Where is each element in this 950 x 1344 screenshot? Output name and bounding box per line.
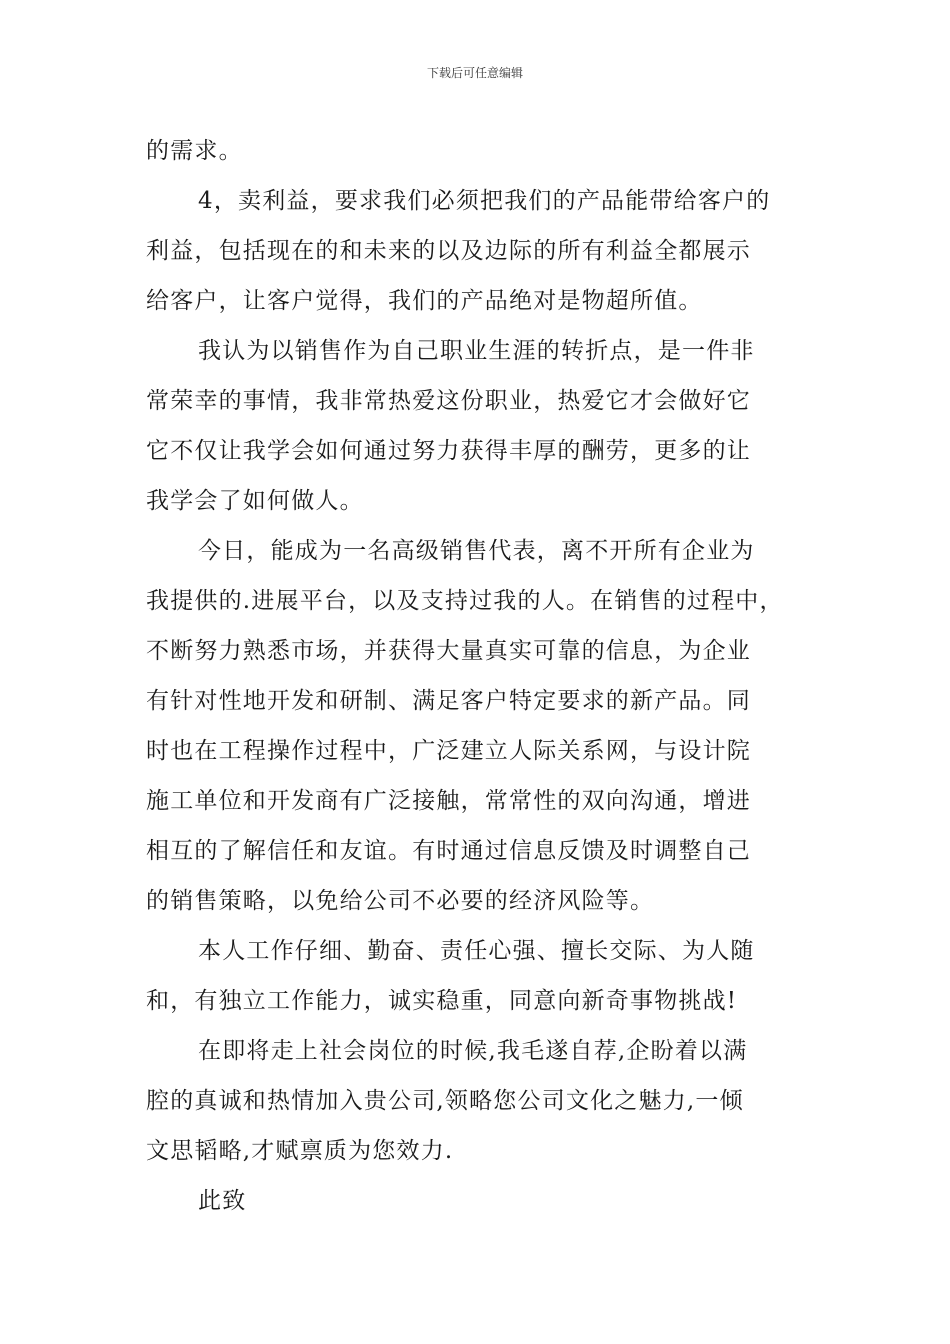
document-body [146, 126, 808, 1226]
text-line: 它不仅让我学会如何通过努力获得丰厚的酬劳，更多的让 [146, 438, 751, 464]
text-line: 时也在工程操作过程中，广泛建立人际关系网，与设计院 [146, 738, 751, 764]
text-line: 文思韬略,才赋禀质为您效力. [146, 1138, 454, 1164]
text-line: 的需求。 [146, 138, 243, 164]
text-line: 我认为以销售作为自己职业生涯的转折点，是一件非 [198, 338, 755, 364]
text-line: 4，卖利益，要求我们必须把我们的产品能带给客户的 [198, 188, 771, 214]
text-line: 相互的了解信任和友谊。有时通过信息反馈及时调整自己 [146, 838, 751, 864]
text-line: 给客户，让客户觉得，我们的产品绝对是物超所值。 [146, 288, 703, 314]
text-line: 的销售策略，以免给公司不必要的经济风险等。 [146, 888, 655, 914]
text-line: 和，有独立工作能力，诚实稳重，同意向新奇事物挑战! [146, 988, 738, 1014]
text-line: 我提供的.进展平台，以及支持过我的人。在销售的过程中， [146, 588, 784, 614]
text-line: 此致 [198, 1188, 247, 1214]
page-header: 下载后可任意编辑 [426, 66, 523, 80]
text-line: 我学会了如何做人。 [146, 488, 364, 514]
text-line: 不断努力熟悉市场，并获得大量真实可靠的信息，为企业 [146, 638, 751, 664]
text-line: 本人工作仔细、勤奋、责任心强、擅长交际、为人随 [198, 938, 755, 964]
text-line: 有针对性地开发和研制、满足客户特定要求的新产品。同 [146, 688, 751, 714]
text-line: 在即将走上社会岗位的时候,我毛遂自荐,企盼着以满 [198, 1038, 748, 1064]
text-line: 常荣幸的事情，我非常热爱这份职业，热爱它才会做好它 [146, 388, 751, 414]
text-line: 今日，能成为一名高级销售代表，离不开所有企业为 [198, 538, 755, 564]
text-line: 施工单位和开发商有广泛接触，常常性的双向沟通，增进 [146, 788, 751, 814]
text-line: 腔的真诚和热情加入贵公司,领略您公司文化之魅力,一倾 [146, 1088, 744, 1114]
text-line: 利益，包括现在的和未来的以及边际的所有利益全都展示 [146, 238, 751, 264]
